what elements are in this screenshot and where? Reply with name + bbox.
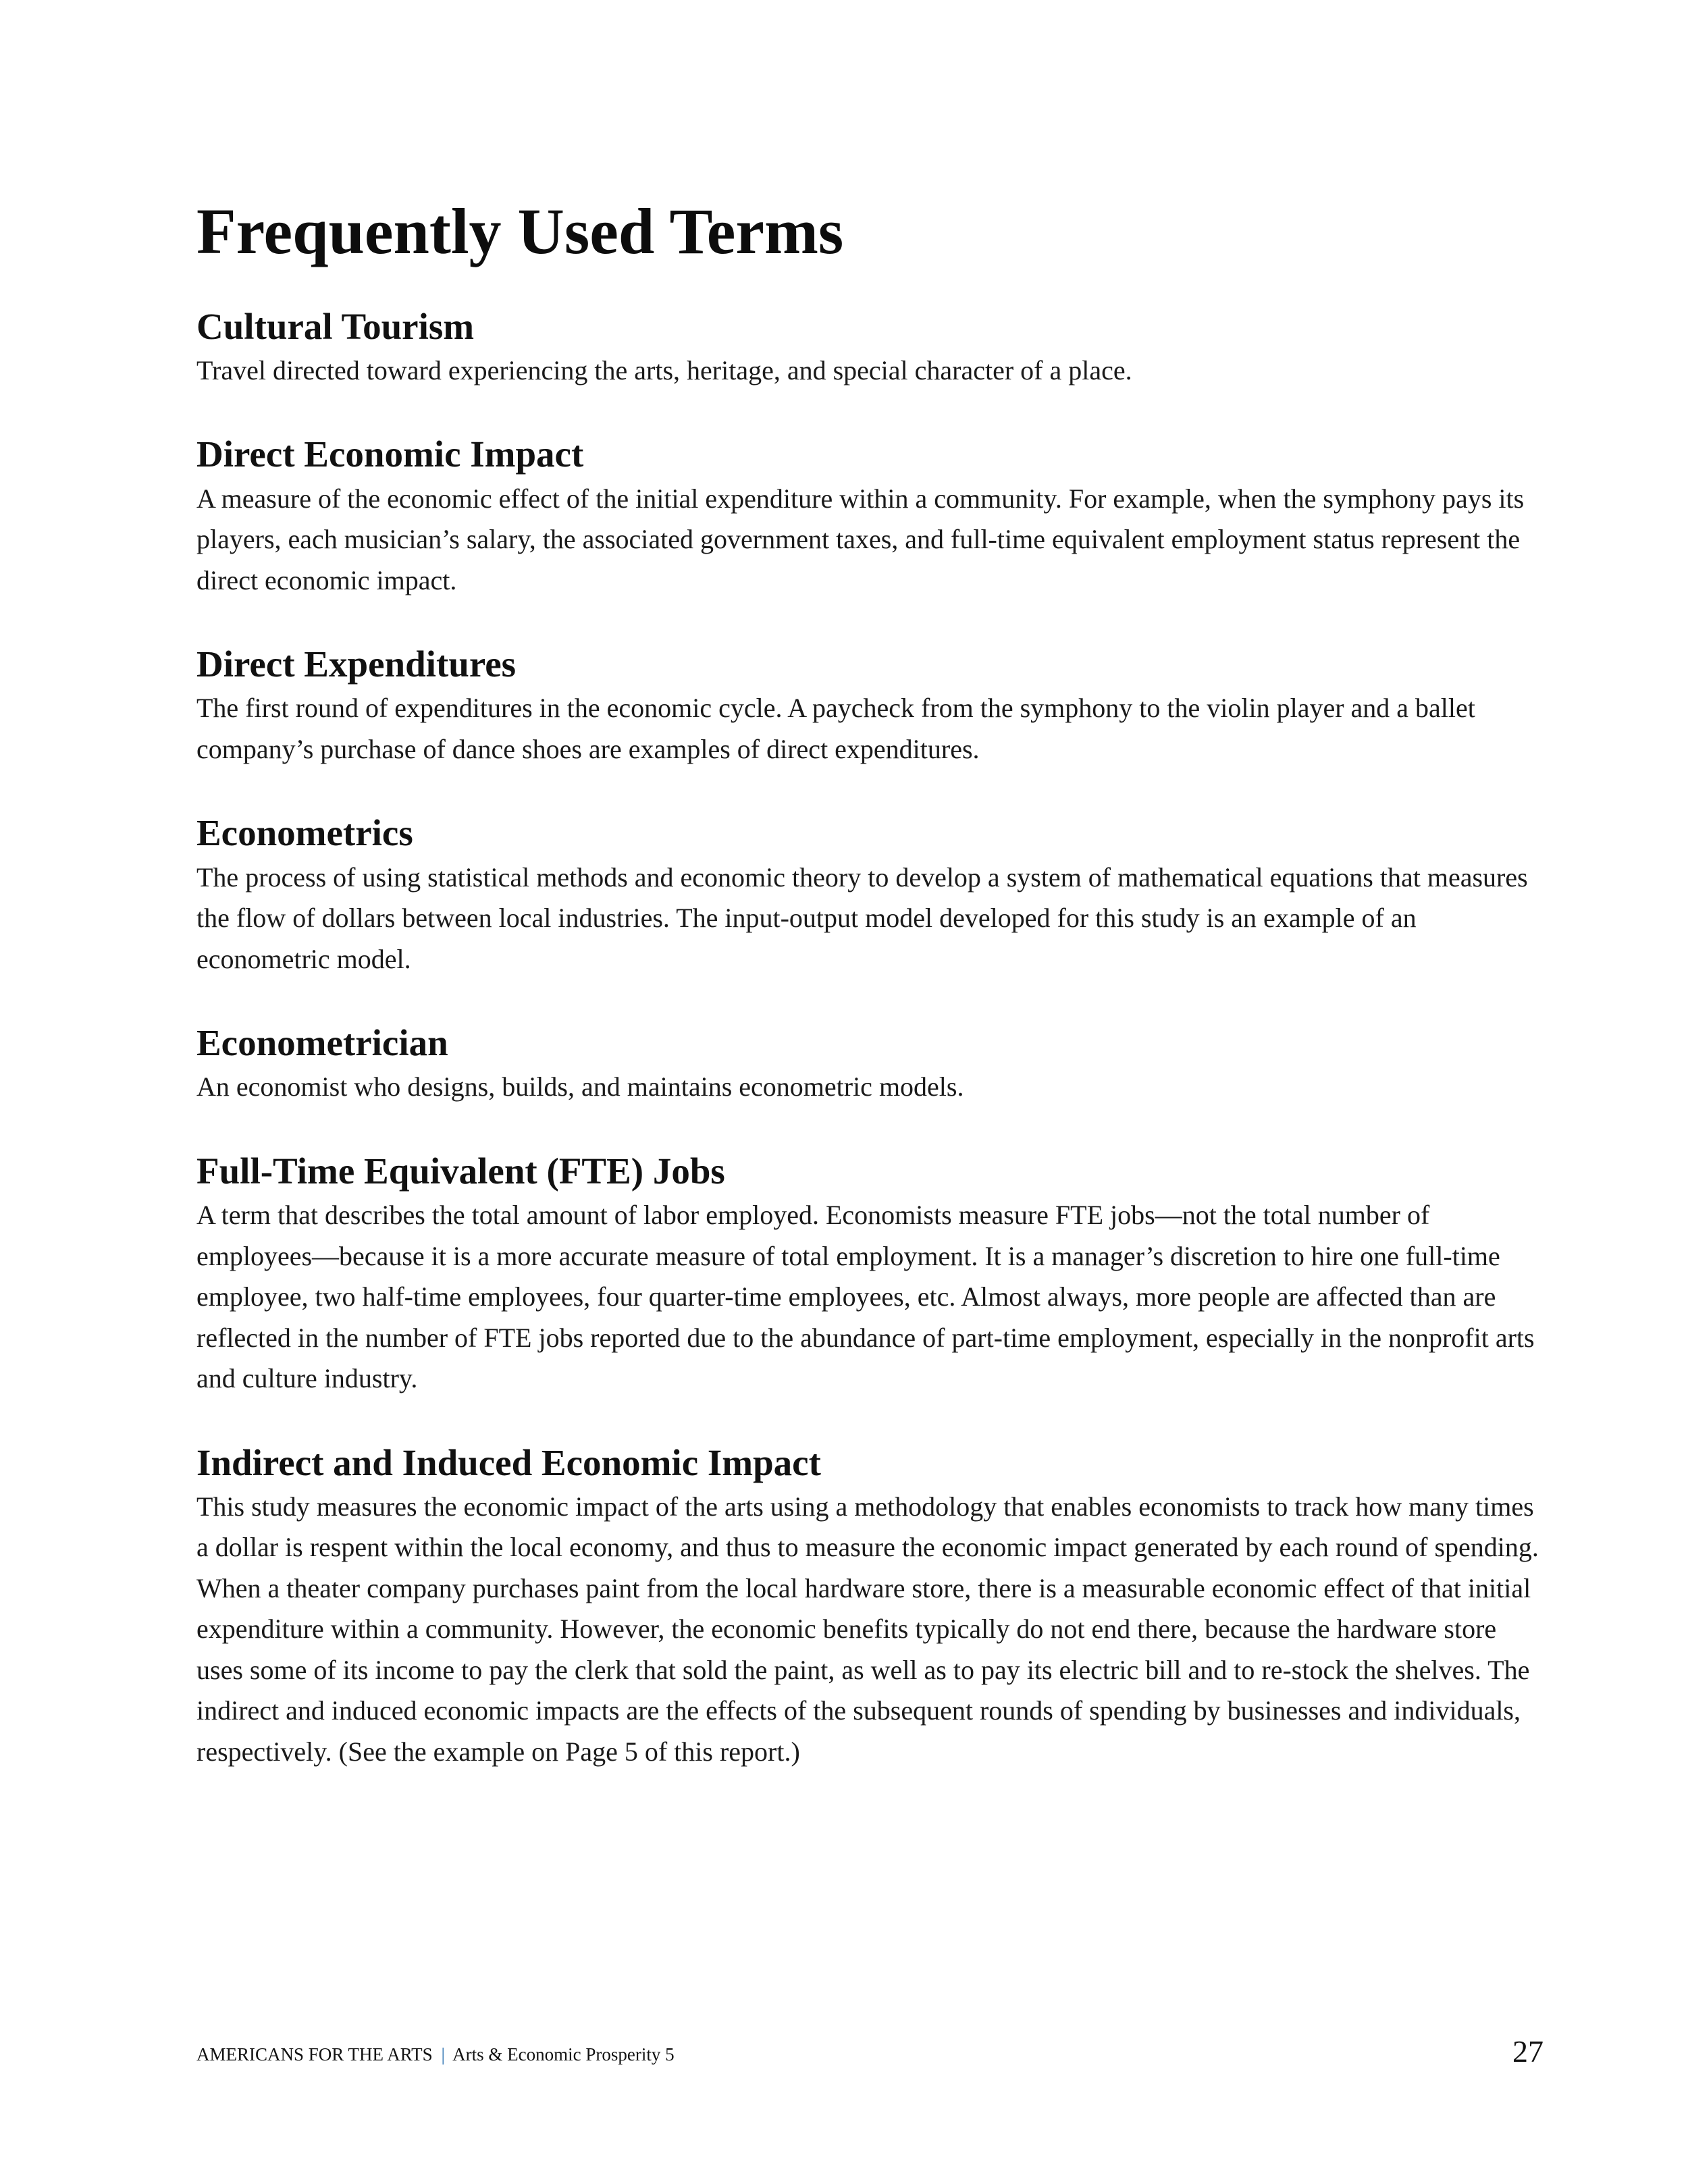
term-heading: Direct Economic Impact (196, 433, 584, 475)
page-number: 27 (1512, 2034, 1544, 2069)
footer-separator: | (441, 2044, 445, 2065)
term-cultural-tourism (196, 305, 1540, 392)
term-econometrics (196, 811, 1540, 980)
term-direct-economic-impact (196, 433, 1540, 601)
term-definition: Travel directed toward experiencing the arts, heritage, and special character of a place. (196, 354, 1132, 385)
page-title: Frequently Used Terms (196, 195, 844, 267)
term-definition: The first round of expenditures in the economic cycle. A paycheck from the symphony to the violin player and a ballet company’s purchase of dance shoes are examples of direct expenditures. (196, 693, 1475, 764)
term-direct-expenditures (196, 643, 1540, 770)
term-fte-jobs (196, 1150, 1540, 1400)
term-heading: Full-Time Equivalent (FTE) Jobs (196, 1150, 725, 1192)
term-indirect-induced-impact (196, 1441, 1540, 1773)
term-definition: This study measures the economic impact of the arts using a methodology that enables economists to track how many times a dollar is respent within the local economy, and thus to measure the economic impact generated by each round of spending. When a theater company purchases paint from the local hardware store, there is a measurable economic effect of that initial expenditure within a community. However, the economic benefits typically do not end there, because the hardware store uses some of its income to pay the clerk that sold the paint, as well as to pay its electric bill and to re-stock the shelves. The indirect and induced economic impacts are the effects of the subsequent rounds of spending by businesses and individuals, respectively. (See the example on Page 5 of this report.) (196, 1491, 1539, 1767)
term-econometrician (196, 1021, 1540, 1108)
footer-organization: AMERICANS FOR THE ARTS (196, 2044, 433, 2065)
term-heading: Cultural Tourism (196, 305, 475, 347)
page-content (196, 196, 1540, 1814)
term-heading: Indirect and Induced Economic Impact (196, 1441, 821, 1483)
term-definition: A term that describes the total amount of labor employed. Economists measure FTE jobs—not the total number of employees—because it is a more accurate measure of total employment. It is a manager’s discretion to hire one full-time employee, two half-time employees, four quarter-time employees, etc. Almost always, more people are affected than are reflected in the number of FTE jobs reported due to the abundance of part-time employment, especially in the nonprofit arts and culture industry. (196, 1200, 1535, 1394)
term-heading: Direct Expenditures (196, 643, 517, 685)
footer-publication: Arts & Economic Prosperity 5 (452, 2044, 675, 2065)
term-heading: Econometrician (196, 1022, 448, 1064)
term-definition: A measure of the economic effect of the initial expenditure within a community. For example, when the symphony pays its players, each musician’s salary, the associated government taxes, and full-time equivalent employment status represent the direct economic impact. (196, 483, 1525, 595)
term-definition: The process of using statistical methods and economic theory to develop a system of mathematical equations that measures the flow of dollars between local industries. The input-output model developed for this study is an example of an econometric model. (196, 861, 1528, 974)
term-heading: Econometrics (196, 812, 413, 854)
term-definition: An economist who designs, builds, and maintains econometric models. (196, 1071, 964, 1102)
footer-citation (196, 2044, 675, 2065)
page-footer (196, 2029, 1544, 2069)
